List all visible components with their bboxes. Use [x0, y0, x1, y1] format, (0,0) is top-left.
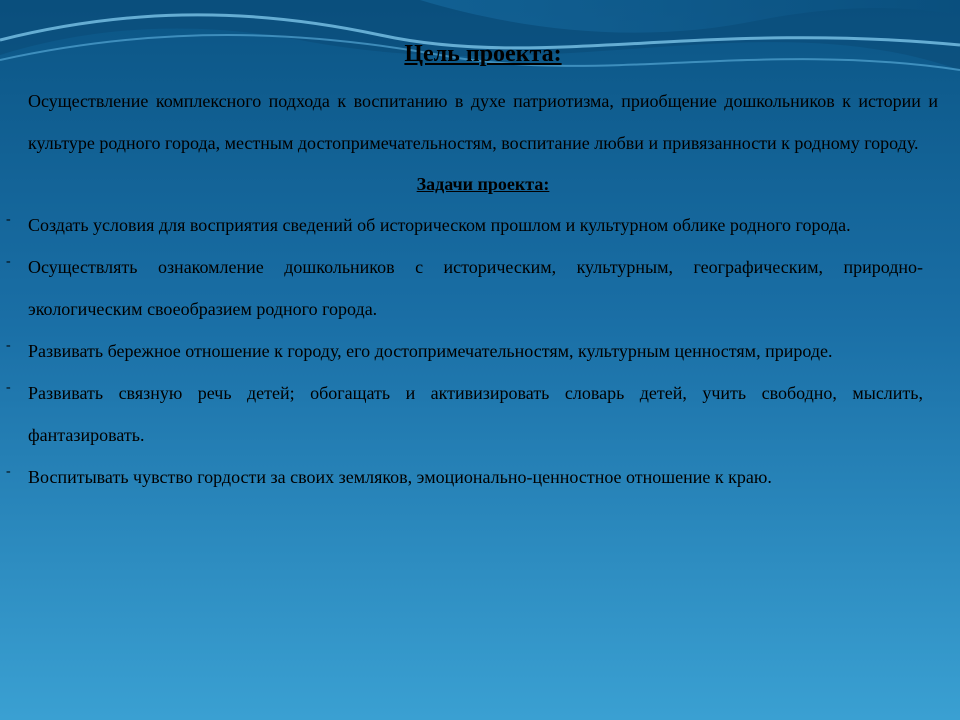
task-item — [6, 246, 923, 330]
task-marker: - — [6, 464, 11, 479]
task-text: Осуществлять ознакомление дошкольников с историческим, культурным, географическим, природно-экологическим своеобразием родного города. — [28, 257, 923, 319]
tasks-title — [28, 164, 938, 204]
goal-text: Осуществление комплексного подхода к воспитанию в духе патриотизма, приобщение дошкольников к истории и культуре родного города, местным достопримечательностям, воспитание любви и привязанности к родному городу. — [28, 91, 938, 153]
task-item — [6, 372, 923, 456]
task-marker: - — [6, 254, 11, 269]
task-marker: - — [6, 380, 11, 395]
task-item — [6, 456, 923, 498]
task-marker: - — [6, 212, 11, 227]
task-item — [6, 330, 923, 372]
task-text: Воспитывать чувство гордости за своих земляков, эмоционально-ценностное отношение к краю. — [28, 467, 772, 487]
task-item — [6, 204, 923, 246]
goal-title — [28, 34, 938, 74]
slide-content — [6, 34, 938, 498]
task-marker: - — [6, 338, 11, 353]
goal-title-text: Цель проекта: — [404, 41, 562, 67]
task-text: Создать условия для восприятия сведений об историческом прошлом и культурном облике родного города. — [28, 215, 851, 235]
task-text: Развивать связную речь детей; обогащать и активизировать словарь детей, учить свободно, мыслить, фантазировать. — [28, 383, 923, 445]
task-text: Развивать бережное отношение к городу, его достопримечательностям, культурным ценностям, природе. — [28, 341, 833, 361]
tasks-title-text: Задачи проекта: — [416, 174, 550, 194]
tasks-list — [0, 204, 923, 498]
